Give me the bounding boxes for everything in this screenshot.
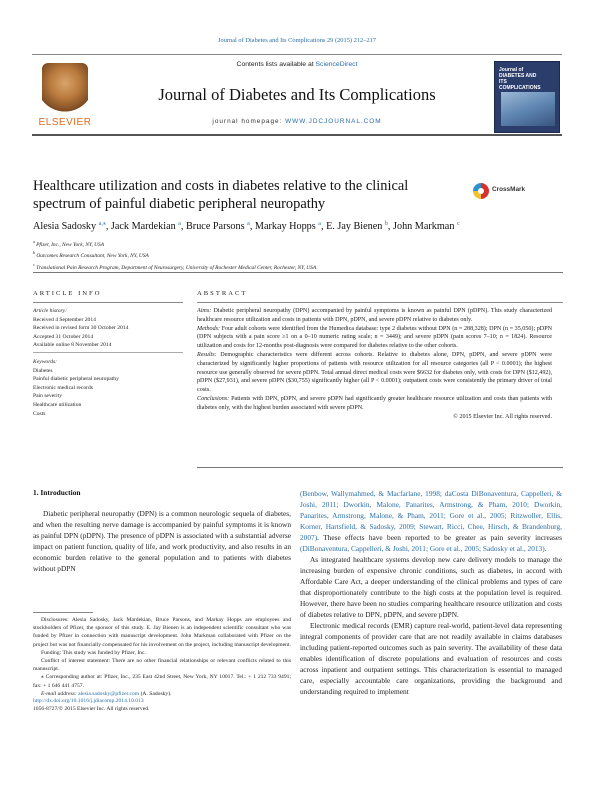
paragraph: Electronic medical records (EMR) capture real-world, patient-level data representing integral components of provider care that are not readily available in claims databases including patient-reported outcomes such as pain severity. The availability of these data enables identification of discrete populations and evaluation of resources and costs across inpatient and outpatient settings. This characterization is essential to managed care, especially accountable care organizations, providing the background and understanding required to implement	[300, 621, 562, 696]
homepage-url-link[interactable]: WWW.JDCJOURNAL.COM	[285, 118, 382, 125]
keyword-item: Painful diabetic peripheral neuropathy	[33, 376, 119, 383]
affiliation-list	[33, 238, 563, 272]
abstract-heading: ABSTRACT	[197, 290, 248, 297]
abstract-aims: Aims: Diabetic peripheral neuropathy (DPN) accompanied by painful symptoms is known as painful DPN (pDPN). This study characterized healthcare resource utilization and costs in patients with DPN, pDPN, and severe pDPN relative to diabetes only.	[197, 308, 552, 323]
author-affiliation-marker[interactable]: a	[178, 221, 181, 227]
crossmark-button[interactable]	[473, 183, 553, 201]
abstract-results: Results: Demographic characteristics were different across cohorts. Relative to diabetes alone, DPN, pDPN, and severe pDPN were characterized by significantly higher proportions of patients with resource utilization for all resource categories (all P < 0.0001); the highest resource use generally observed for severe pDPN. Total annual direct medical costs were $6632 for diabetes only, with costs for DPN ($12,492), pDPN ($27,931), and severe pDPN ($30,755) significantly higher (all P < 0.0001); outpatient costs were consistently the primary driver of total costs.	[197, 351, 552, 394]
keyword-item: Diabetes	[33, 367, 53, 374]
divider	[197, 467, 563, 468]
author-name[interactable]: Jack Mardekian	[110, 221, 176, 232]
history-item: Available online 8 November 2014	[33, 342, 112, 349]
article-info-heading: ARTICLE INFO	[33, 290, 102, 297]
journal-header	[32, 54, 562, 136]
history-item: Received in revised form 30 October 2014	[33, 325, 129, 332]
reference-link[interactable]: (Benbow, Wallymahmed, & Macfarlane, 1998; daCosta DiBonaventura, Cappelleri, & Joshi, 2011; Dworkin, Malone, Panarites, Armstrong, & Pham, 2010; Dworkin, Panarites, Armstrong, Malone, & Pham, 2011; Gore et al., 2005; Ritzwoller, Ellis, Korner, Hartsfield, & Sadosky, 2009; Stewart, Ricci, Chee, Hirsch, & Brandenburg, 2007)	[300, 489, 562, 542]
crossmark-label: CrossMark	[492, 186, 526, 193]
keywords	[33, 358, 183, 418]
footnotes	[33, 616, 291, 698]
author-name[interactable]: Alesia Sadosky	[33, 221, 97, 232]
keyword-item: Pain severity	[33, 393, 63, 400]
journal-title: Journal of Diabetes and Its Complications	[158, 85, 436, 104]
crossmark-icon	[473, 183, 489, 199]
history-item: Accepted 31 October 2014	[33, 333, 94, 340]
author-name[interactable]: Markay Hopps	[254, 221, 316, 232]
footnote-email: E-mail address: alesia.sadosky@pfizer.com (A. Sadosky).	[41, 690, 172, 697]
elsevier-tree-icon	[42, 63, 88, 113]
cover-title: Journal of DIABETES AND ITS COMPLICATIONS	[499, 67, 541, 91]
homepage-label: journal homepage:	[212, 118, 286, 125]
author-name[interactable]: E. Jay Bienen	[326, 221, 383, 232]
reference-link[interactable]: (DiBonaventura, Cappelleri, & Joshi, 2011; Gore et al., 2005; Sadosky et al., 2013)	[300, 544, 545, 553]
cover-photo	[501, 92, 555, 126]
footnote-disclosures: Disclosures: Alesia Sadosky, Jack Mardekian, Bruce Parsons, and Markay Hopps are employees and stockholders of Pfizer, the sponsor of this study. E. Jay Bienen is an independent scientific consultant who was funded by Pfizer in connection with manuscript development. John Markman collaborated with Pfizer on the project but was not financially compensated for his involvement on the project, including manuscript development.	[33, 617, 291, 648]
divider	[33, 302, 183, 303]
contents-prefix: Contents lists available at	[236, 61, 316, 68]
author-affiliation-marker[interactable]: a	[318, 221, 321, 227]
history-item: Received 4 September 2014	[33, 316, 96, 323]
section-heading: 1. Introduction	[33, 488, 81, 497]
author-list: Alesia Sadosky $^{a,⁎}$, Jack Mardekian $^a$, Bruce Parsons $^a$, Markay Hopps $^a$, E. Jay Bienen $^b$, John Markman $^c$	[33, 221, 460, 232]
history-label: Article history:	[33, 308, 68, 314]
journal-citation-line[interactable]: Journal of Diabetes and Its Complications 29 (2015) 212–217	[218, 37, 376, 44]
affiliation-item: $^a$ Pfizer, Inc., New York, NY, USA	[33, 239, 105, 248]
issn-line: 1056-8727/© 2015 Elsevier Inc. All rights reserved.	[33, 706, 150, 713]
keyword-item: Costs	[33, 410, 46, 417]
footnote-funding: Funding: This study was funded by Pfizer, Inc.	[41, 649, 146, 656]
journal-homepage-line	[142, 118, 452, 125]
divider	[33, 272, 563, 273]
doi-block	[33, 697, 291, 713]
affiliation-item: $^c$ Translational Pain Research Program, Department of Neurosurgery, University of Rochester Medical Center, Rochester, NY, USA	[33, 261, 317, 271]
author-affiliation-marker[interactable]: c	[456, 221, 460, 227]
body-column-left	[33, 488, 291, 574]
keyword-item: Electronic medical records	[33, 384, 93, 391]
author-name[interactable]: Bruce Parsons	[186, 221, 245, 232]
elsevier-logo	[34, 63, 96, 133]
paper-title: Healthcare utilization and costs in diabetes relative to the clinical spectrum of painful diabetic peripheral neuropathy	[33, 178, 409, 212]
keywords-label: Keywords:	[33, 359, 58, 365]
paragraph: Diabetic peripheral neuropathy (DPN) is a common neurologic sequela of diabetes, and when the resulting nerve damage is accompanied by painful symptoms it is known as painful DPN (pDPN). The presence of pDPN is associated with a substantial adverse impact on patient function, quality of life, and work productivity, and also results in an economic burden relative to the general population and to patients with diabetes without pDPN	[33, 509, 291, 573]
abstract-conclusions: Conclusions: Patients with DPN, pDPN, and severe pDPN had significantly greater healthcare resource utilization and costs than patients with diabetes only, with the highest burden associated with severe pDPN.	[197, 395, 552, 411]
contents-available-line	[182, 61, 412, 68]
author-affiliation-marker[interactable]: a	[247, 221, 250, 227]
email-link[interactable]: alesia.sadosky@pfizer.com	[78, 690, 140, 697]
body-text	[33, 508, 291, 574]
elsevier-wordmark: ELSEVIER	[38, 117, 92, 128]
sciencedirect-link[interactable]: ScienceDirect	[315, 61, 358, 68]
author-affiliation-marker[interactable]: b	[384, 221, 388, 227]
divider	[197, 302, 563, 303]
body-text	[300, 488, 562, 697]
keyword-item: Healthcare utilization	[33, 401, 82, 408]
divider	[33, 352, 183, 353]
affiliation-item: $^b$ Outcomes Research Consultant, New York, NY, USA	[33, 250, 149, 260]
doi-link[interactable]: http://dx.doi.org/10.1016/j.jdiacomp.2014.10.013	[33, 698, 144, 704]
abstract-copyright: © 2015 Elsevier Inc. All rights reserved.	[453, 413, 552, 420]
body-column-right	[300, 488, 562, 697]
article-history	[33, 307, 183, 350]
author-affiliation-marker[interactable]: a,⁎	[98, 221, 106, 227]
abstract-body	[197, 307, 552, 421]
footnote-corresponding: ⁎ Corresponding author at: Pfizer, Inc., 235 East 42nd Street, New York, NY 10017. Tel.: + 1 212 733 9491; fax: + 1 646 441 4757.	[33, 674, 291, 689]
abstract-methods: Methods: Four adult cohorts were identified from the Humedica database: type 2 diabetes without DPN (n = 288,328); DPN (n = 35,050); pDPN (DPN subjects with a pain score ≥1 on a 0–10 numeric rating scale; n = 3449); and severe pDPN (pain scores 7–10; n = 1824). Resource utilization and costs for 12-months post-diagnosis were compared for diabetes relative to the other cohorts.	[197, 325, 552, 350]
paragraph: As integrated healthcare systems develop new care delivery models to manage the increasing burden of expensive chronic conditions, such as diabetes, in accord with Affordable Care Act, a deeper understanding of the clinical problems and types of care that disproportionately contribute to the high costs at the population level is required. However, there have been no studies comparing healthcare resource utilization and costs of diabetes relative to DPN, pDPN, and severe pDPN.	[300, 555, 562, 619]
footnote-conflict: Conflict of interest statement: There are no other financial relationships or relevant conflicts related to this manuscript.	[33, 658, 291, 673]
footnote-divider	[33, 612, 93, 613]
author-name[interactable]: John Markman	[393, 221, 455, 232]
paragraph: (Benbow, Wallymahmed, & Macfarlane, 1998; daCosta DiBonaventura, Cappelleri, & Joshi, 2011; Dworkin, Malone, Panarites, Armstrong, & Pham, 2010; Dworkin, Panarites, Armstrong, Malone, & Pham, 2011; Gore et al., 2005; Ritzwoller, Ellis, Korner, Hartsfield, & Sadosky, 2009; Stewart, Ricci, Chee, Hirsch, & Brandenburg, 2007). These effects have been reported to be greater as pain severity increases (DiBonaventura, Cappelleri, & Joshi, 2011; Gore et al., 2005; Sadosky et al., 2013).	[300, 489, 562, 553]
journal-cover-thumbnail	[494, 61, 560, 133]
